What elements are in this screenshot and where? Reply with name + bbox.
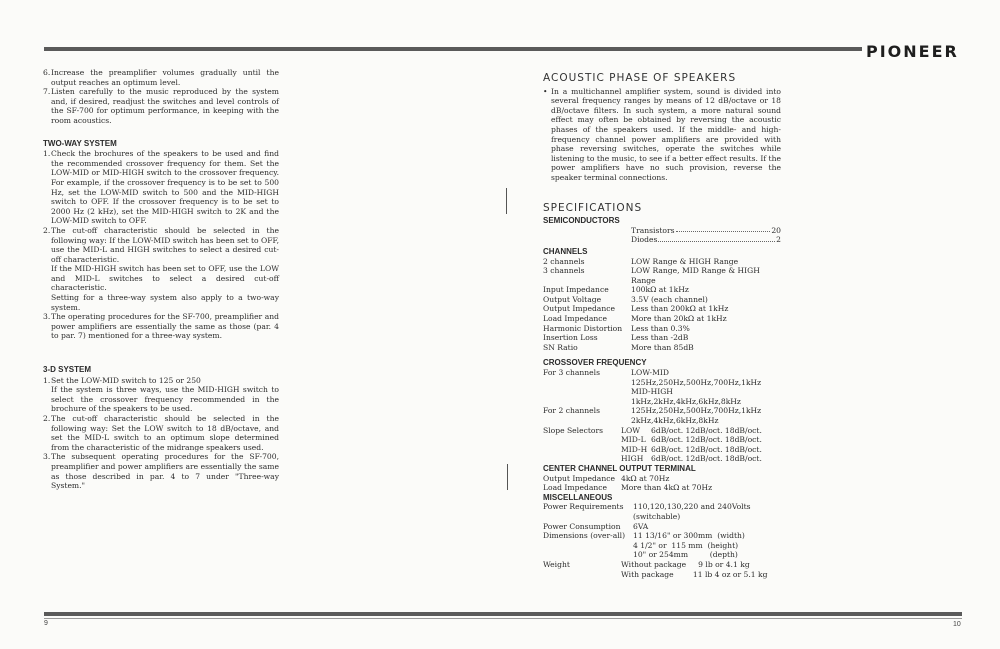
spec-key: Slope Selectors	[543, 425, 603, 435]
three-d-item	[43, 414, 279, 452]
crossover-row	[543, 368, 781, 406]
page-number-right: 10	[953, 621, 961, 628]
spec-value: Less than -2dB	[631, 333, 689, 343]
item-paragraph: Listen carefully to the music reproduced by the system and, if desired, readjust the switches and level controls of the SF-700 for optimum performance, in keeping with the room acoustics.	[51, 87, 279, 125]
spec-key: Load Impedance	[543, 314, 607, 324]
channels-heading: CHANNELS	[543, 246, 588, 256]
spec-value: LOW Range & HIGH Range	[631, 256, 739, 266]
spec-line: 4 1/2" or 115 mm (height)	[633, 540, 739, 550]
channel-spec-row	[543, 314, 781, 324]
channel-spec-row	[543, 257, 781, 267]
pioneer-logo: PIONEER	[866, 42, 959, 61]
channel-spec-row	[543, 324, 781, 334]
spec-key: 2 channels	[543, 256, 585, 266]
spec-values	[633, 522, 648, 532]
spec-value: 100kΩ at 1kHz	[631, 285, 689, 295]
slope-value: 6dB/oct. 12dB/oct. 18dB/oct.	[651, 425, 762, 435]
spec-values	[621, 560, 767, 579]
bottom-rule	[44, 612, 962, 616]
spec-key: Weight	[543, 559, 570, 569]
spec-key: Output Impedance	[543, 304, 615, 314]
misc-spec-row	[543, 560, 781, 579]
item-text	[51, 376, 279, 414]
semi-label: Diodes	[631, 235, 658, 245]
page-number-left: 9	[44, 620, 48, 627]
spec-key: SN Ratio	[543, 342, 578, 352]
two-way-item	[43, 226, 279, 312]
spec-line: 125Hz,250Hz,500Hz,700Hz,1kHz	[631, 406, 762, 416]
margin-mark-2	[507, 464, 508, 490]
acoustic-paragraph	[543, 87, 781, 183]
bullet: •	[543, 86, 548, 96]
channel-spec-row	[543, 333, 781, 343]
dot-leader	[676, 226, 771, 233]
spec-key: Power Consumption	[543, 521, 621, 531]
semiconductor-row	[631, 226, 781, 236]
spec-line: 110,120,130,220 and 240Volts	[633, 502, 751, 512]
item-paragraph: The cut-off characteristic should be selected in the following way: If the LOW-MID switch has been set to OFF, use the MID-L and HIGH switches to select a desired cut-off characteristic.	[51, 225, 279, 264]
item-number: 6.	[43, 68, 51, 77]
misc-spec-row	[543, 502, 781, 521]
crossover-heading: CROSSOVER FREQUENCY	[543, 358, 647, 368]
spec-key: Power Requirements	[543, 502, 624, 512]
spec-line: 11 13/16" or 300mm (width)	[633, 531, 745, 541]
spec-key	[543, 454, 621, 464]
miscellaneous-heading: MISCELLANEOUS	[543, 492, 613, 502]
spec-line: LOW-MID	[631, 368, 669, 378]
three-d-item	[43, 376, 279, 414]
center-spec-row	[543, 483, 781, 493]
slope-band: MID-H	[621, 444, 648, 454]
dot-leader	[658, 235, 775, 242]
spec-line: 1kHz,2kHz,4kHz,6kHz,8kHz	[631, 396, 741, 406]
center-channel-heading: CENTER CHANNEL OUTPUT TERMINAL	[543, 463, 696, 473]
slope-value: 6dB/oct. 12dB/oct. 18dB/oct.	[651, 435, 762, 445]
spec-line: 2kHz,4kHz,6kHz,8kHz	[631, 416, 719, 425]
spec-value: More than 4kΩ at 70Hz	[621, 483, 713, 493]
spec-line: 10" or 254mm (depth)	[633, 550, 738, 560]
slope-band: HIGH	[621, 454, 644, 464]
spec-value: More than 20kΩ at 1kHz	[631, 314, 727, 324]
spec-key: Dimensions (over-all)	[543, 531, 626, 541]
three-d-heading: 3-D SYSTEM	[43, 365, 92, 375]
spec-key: Harmonic Distortion	[543, 323, 623, 333]
intro-item	[43, 87, 279, 125]
spec-key: Output Voltage	[543, 294, 602, 304]
margin-mark-1	[506, 188, 507, 214]
spec-values	[633, 531, 745, 560]
semi-value: 2	[776, 235, 781, 245]
spec-line: (switchable)	[633, 511, 681, 521]
channel-spec-row	[543, 295, 781, 305]
item-number: 2.	[43, 414, 51, 423]
item-paragraph: Check the brochures of the speakers to be used and find the recommended crossover frequency for them. Set the LOW-MID or MID-HIGH switch to the crossover frequency. For example, if the crossover frequency is to be set to 500 Hz, set the LOW-MID switch to 500 and the MID-HIGH switch to OFF. If the crossover frequency is to be set to 2000 Hz (2 kHz), set the MID-HIGH switch to 2K and the LOW-MID switch to OFF.	[51, 149, 279, 226]
spec-line: 125Hz,250Hz,500Hz,700Hz,1kHz	[631, 377, 762, 387]
item-text	[51, 452, 279, 490]
channel-spec-row	[543, 285, 781, 295]
spec-key: Output Impedance	[543, 473, 615, 483]
slope-row	[543, 454, 781, 464]
two-way-heading: TWO-WAY SYSTEM	[43, 138, 117, 148]
semi-value: 20	[771, 225, 781, 235]
spec-line: 6VA	[633, 521, 649, 531]
item-paragraph: The cut-off characteristic should be selected in the following way: Set the LOW switch to 18 dB/octave, and set the MID-L switch to an optimum slope determined from the characteristic of the midrange speakers used.	[51, 414, 279, 452]
item-text	[51, 87, 279, 125]
three-d-item	[43, 452, 279, 490]
channel-spec-row	[543, 304, 781, 314]
spec-value: Less than 200kΩ at 1kHz	[631, 304, 729, 314]
item-text	[51, 414, 279, 452]
item-paragraph: Set the LOW-MID switch to 125 or 250	[51, 375, 201, 385]
slope-band: MID-L	[621, 435, 646, 445]
spec-values	[633, 502, 751, 521]
slope-value: 6dB/oct. 12dB/oct. 18dB/oct.	[651, 454, 762, 464]
spec-key: 3 channels	[543, 266, 585, 276]
spec-values	[631, 406, 761, 425]
channel-spec-row	[543, 343, 781, 353]
two-way-item	[43, 312, 279, 341]
item-paragraph: The subsequent operating procedures for the SF-700, preamplifier and power amplifiers are essentially the same as those described in par. 4 to 7 under "Three-way System."	[51, 452, 279, 491]
spec-value: 4kΩ at 70Hz	[621, 473, 670, 483]
slope-row	[543, 426, 781, 436]
item-text	[51, 68, 279, 87]
semiconductors-heading: SEMICONDUCTORS	[543, 216, 620, 226]
bottom-rule-thin	[44, 618, 962, 619]
spec-value: Less than 0.3%	[631, 323, 690, 333]
misc-spec-row	[543, 522, 781, 532]
spec-line: MID-HIGH	[631, 387, 673, 397]
item-number: 7.	[43, 87, 51, 97]
specifications-heading: SPECIFICATIONS	[543, 201, 643, 214]
item-number: 3.	[43, 312, 51, 322]
spec-key	[543, 435, 621, 445]
item-text	[51, 312, 279, 341]
channel-spec-row	[543, 266, 781, 285]
two-way-item	[43, 149, 279, 226]
spec-key: For 3 channels	[543, 368, 600, 378]
item-text	[51, 226, 279, 312]
spec-values	[631, 368, 761, 406]
item-paragraph: If the system is three ways, use the MID-HIGH switch to select the crossover frequency recommended in the brochure of the speakers to be used.	[51, 385, 279, 414]
crossover-row	[543, 406, 781, 425]
acoustic-heading: ACOUSTIC PHASE OF SPEAKERS	[543, 72, 737, 84]
spec-key	[543, 445, 621, 455]
slope-row	[543, 445, 781, 455]
slope-band: LOW	[621, 425, 641, 435]
spec-key: Load Impedance	[543, 483, 607, 493]
spec-key: For 2 channels	[543, 406, 600, 416]
left-column	[43, 68, 279, 491]
item-number: 1.	[43, 375, 51, 385]
spec-key: Insertion Loss	[543, 333, 598, 343]
misc-spec-row	[543, 531, 781, 560]
center-spec-row	[543, 474, 781, 484]
item-text	[51, 149, 279, 226]
item-paragraph: Increase the preamplifier volumes gradually until the output reaches an optimum level.	[51, 68, 279, 87]
spec-line: With package 11 lb 4 oz or 5.1 kg	[621, 569, 768, 579]
slope-row	[543, 435, 781, 445]
spec-line: Without package 9 lb or 4.1 kg	[621, 559, 750, 569]
spec-key: Input Impedance	[543, 285, 609, 295]
spec-value: 3.5V (each channel)	[631, 294, 708, 304]
spec-value: More than 85dB	[631, 342, 694, 352]
right-column	[543, 74, 781, 579]
top-rule	[44, 47, 862, 51]
item-number: 2.	[43, 225, 51, 235]
item-paragraph: Setting for a three-way system also apply to a two-way system.	[51, 293, 279, 312]
item-number: 1.	[43, 149, 51, 159]
intro-item	[43, 68, 279, 87]
semiconductor-row	[631, 235, 781, 245]
acoustic-text: In a multichannel amplifier system, sound is divided into several frequency ranges by means of 12 dB/octave or 18 dB/octave filters. In such system, a more natural sound effect may often be obtained by reversing the acoustic phases of the speakers used. If the middle- and high-frequency channel power amplifiers are provided with phase reversing switches, operate the switches while listening to the music, to see if a better effect results. If the power amplifiers have no such provision, reverse the speaker terminal connections.	[551, 86, 781, 182]
spec-value: LOW Range, MID Range & HIGH Range	[631, 266, 760, 285]
semi-label: Transistors	[631, 225, 675, 235]
slope-value: 6dB/oct. 12dB/oct. 18dB/oct.	[651, 444, 762, 454]
item-number: 3.	[43, 452, 51, 462]
item-paragraph: If the MID-HIGH switch has been set to OFF, use the LOW and MID-L switches to select a desired cut-off characteristic.	[51, 264, 279, 293]
item-paragraph: The operating procedures for the SF-700, preamplifier and power amplifiers are essentially the same as those (par. 4 to par. 7) mentioned for a three-way system.	[51, 312, 279, 341]
